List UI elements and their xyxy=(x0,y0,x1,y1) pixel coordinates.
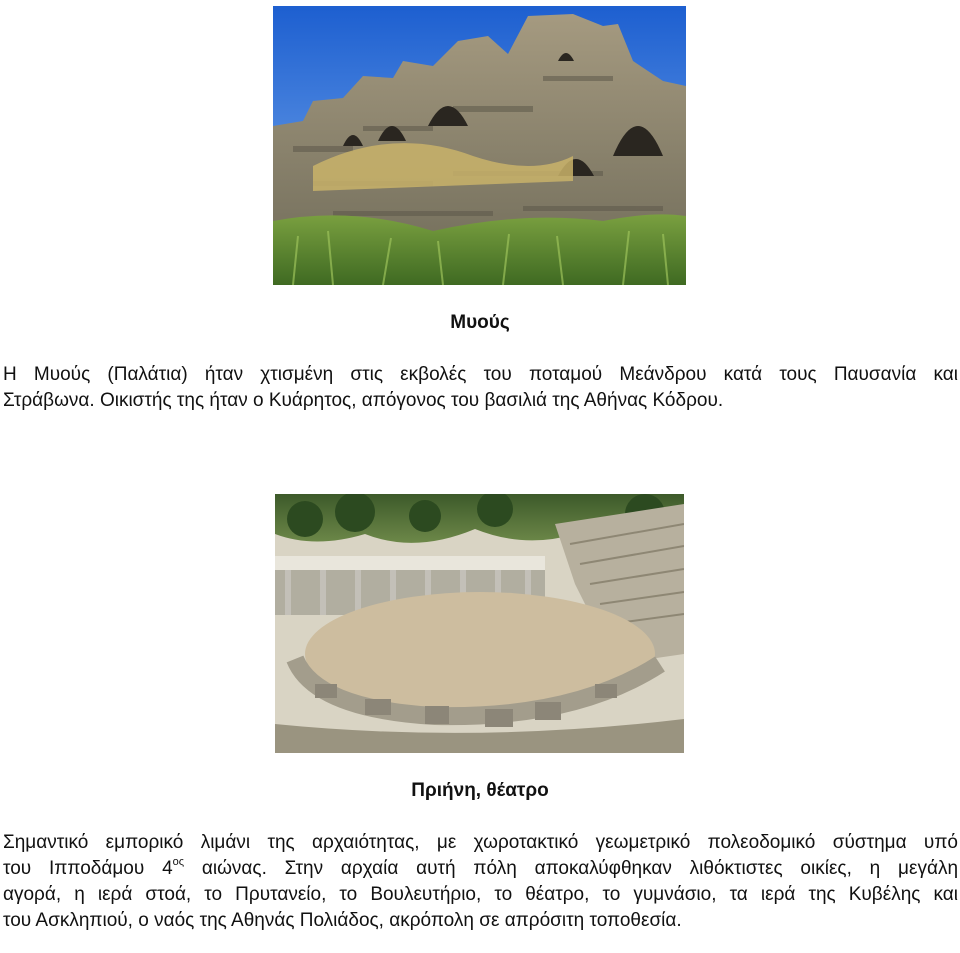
ordinal-superscript: ος xyxy=(172,856,185,868)
line-text-after: αιώνας. Στην αρχαία αυτή πόλη αποκαλύφθηκαν λιθόκτιστες οικίες, η μεγάλη xyxy=(184,858,959,879)
paragraph-line: αγορά, η ιερά στοά, το Πρυτανείο, το Βουλευτήριο, το θέατρο, το γυμνάσιο, τα ιερά της Κυβέλης και xyxy=(3,884,958,905)
paragraph-line: Η Μυούς (Παλάτια) ήταν χτισμένη στις εκβολές του ποταμού Μεάνδρου κατά τους Παυσανία και xyxy=(3,364,958,385)
myous-ruins-photo xyxy=(273,6,686,285)
priene-theatre-caption: Πριήνη, θέατρο xyxy=(411,780,549,801)
myous-paragraph xyxy=(3,362,958,414)
priene-paragraph xyxy=(3,830,958,934)
priene-theatre-photo xyxy=(275,494,684,753)
line-text-before: του Ιπποδάμου 4 xyxy=(3,858,173,879)
myous-caption: Μυούς xyxy=(450,312,510,333)
paragraph-line: Στράβωνα. Οικιστής της ήταν ο Κυάρητος, απόγονος του βασιλιά της Αθήνας Κόδρου. xyxy=(3,390,724,411)
paragraph-line: του Ασκληπιού, ο ναός της Αθηνάς Πολιάδος, ακρόπολη σε απρόσιτη τοποθεσία. xyxy=(3,910,682,931)
paragraph-line: Σημαντικό εμπορικό λιμάνι της αρχαιότητας, με χωροτακτικό γεωμετρικό πολεοδομικό σύστημα υπό xyxy=(3,832,958,853)
paragraph-line-with-superscript xyxy=(3,856,958,882)
